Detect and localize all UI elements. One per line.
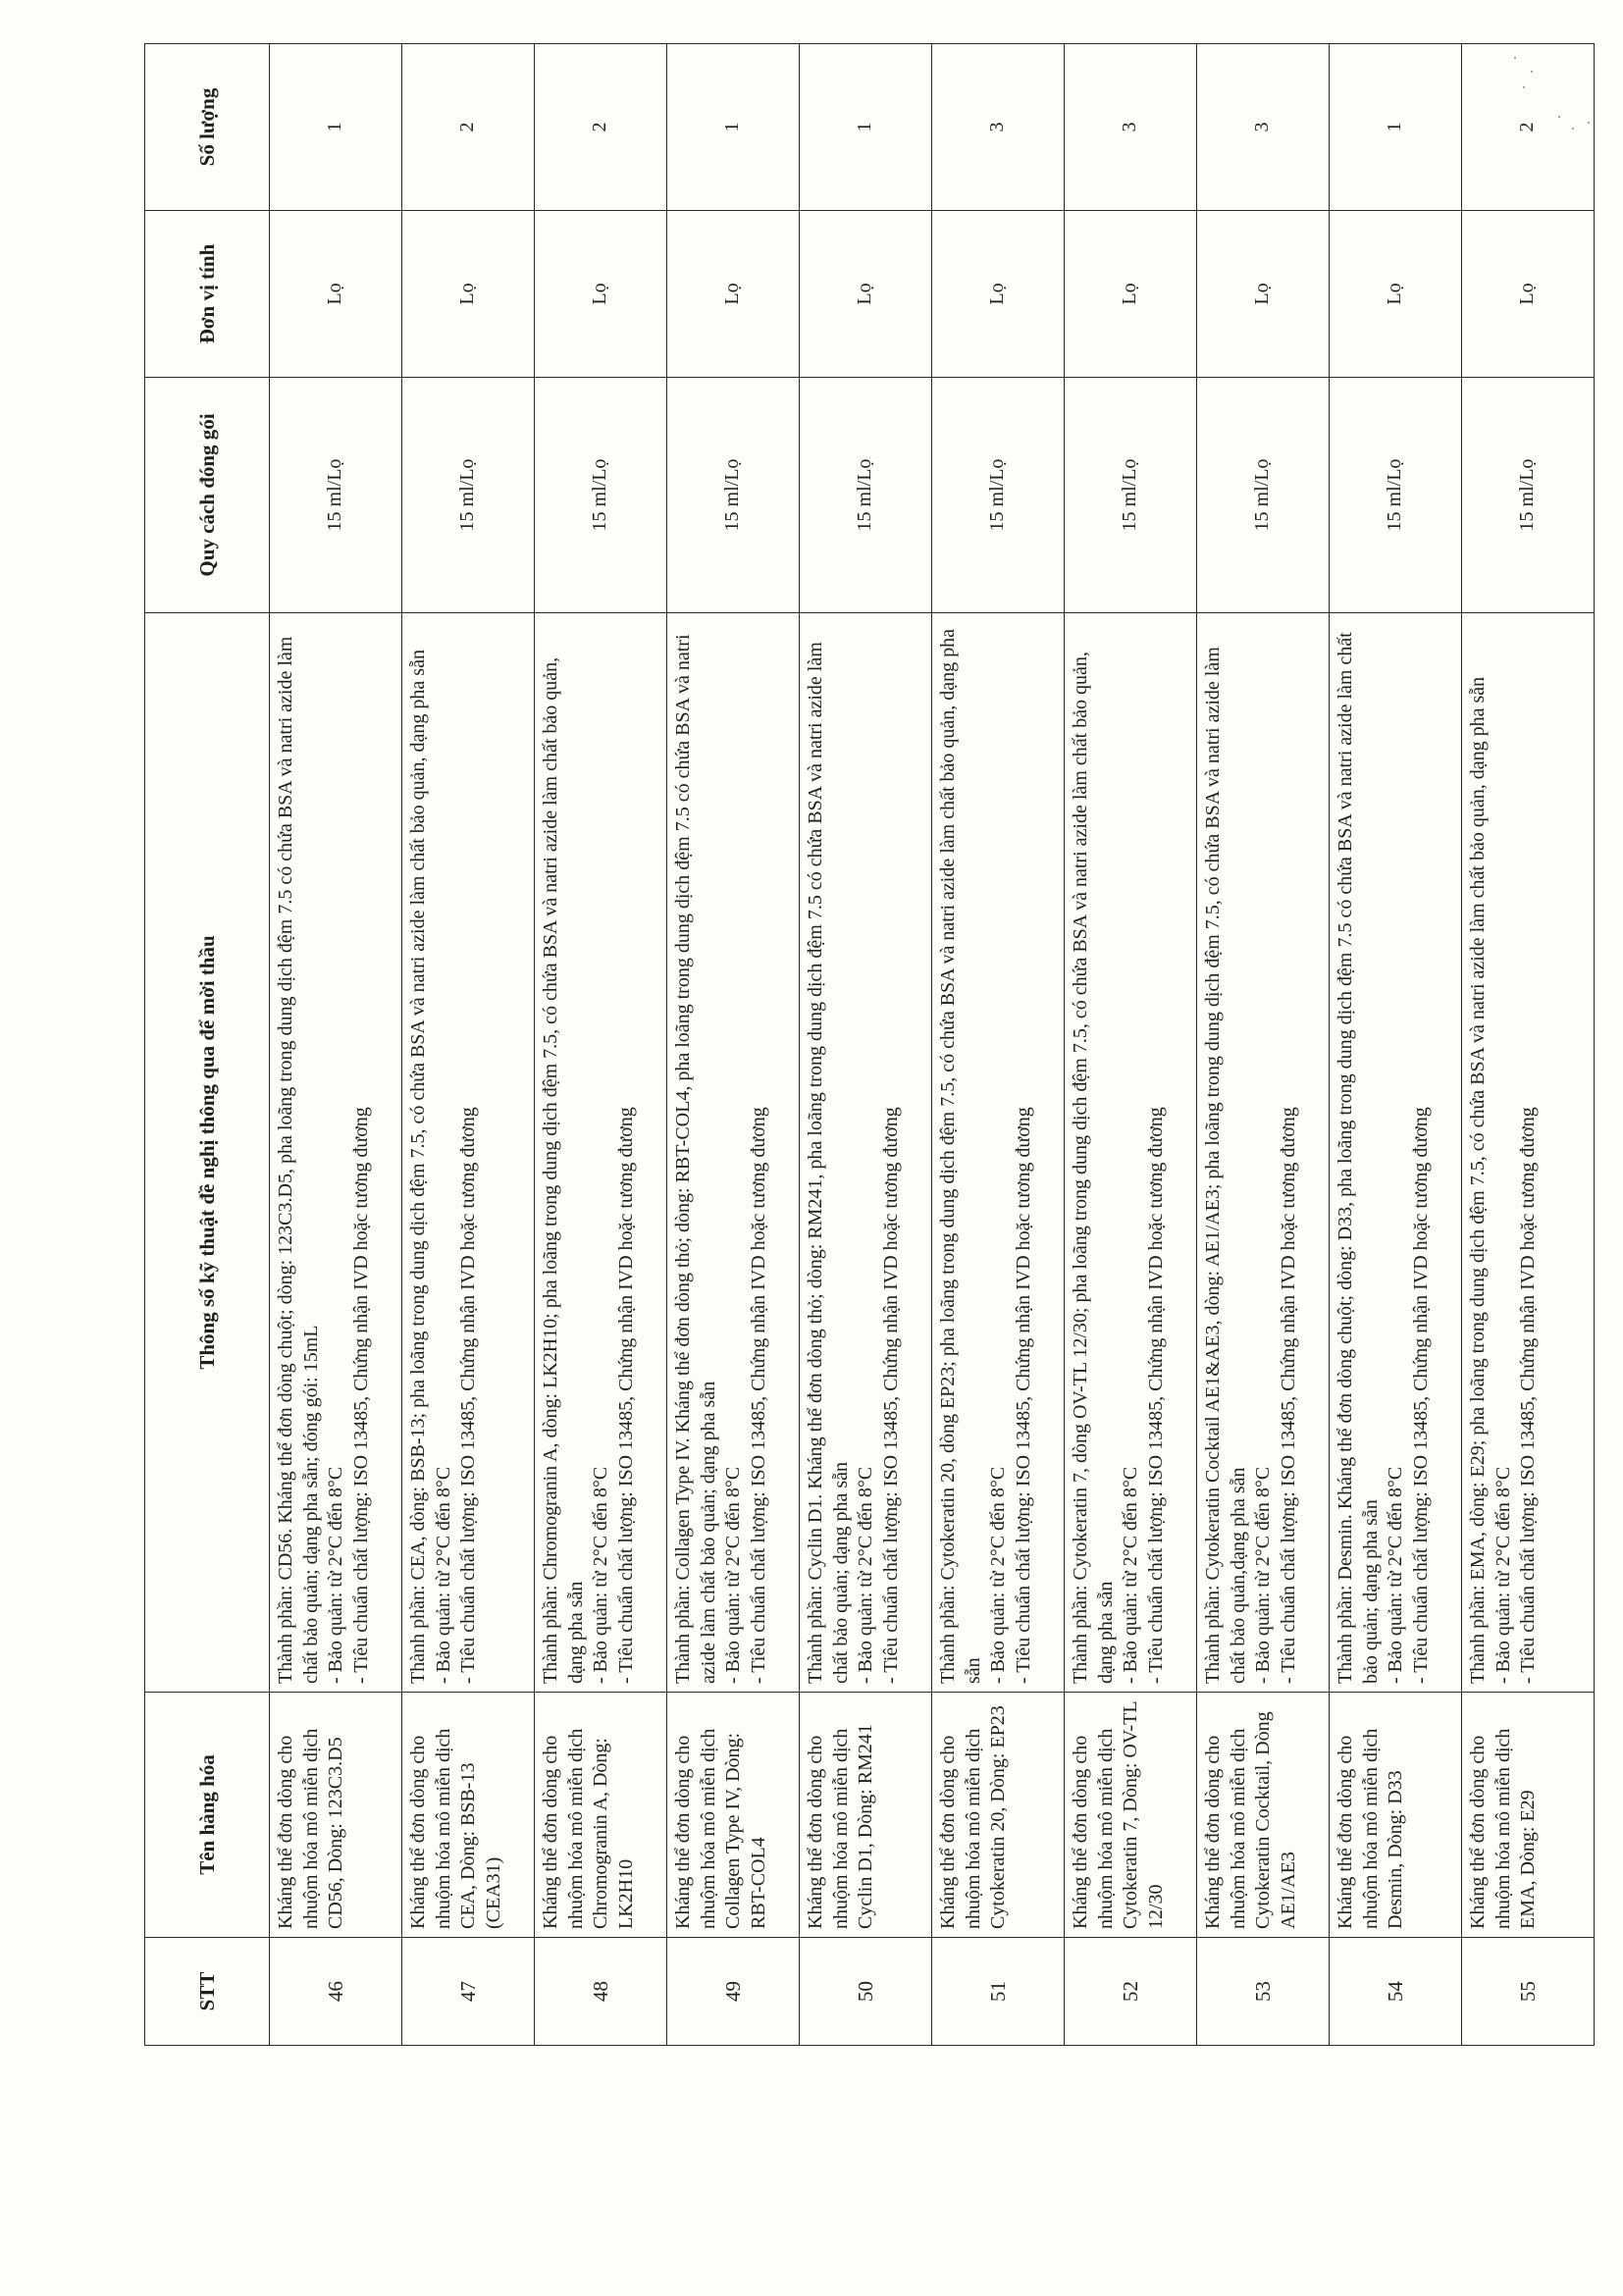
row-item-name: Kháng thể đơn dòng cho nhuộm hóa mô miễn dịch Cytokeratin 20, Dòng: EP23	[932, 1693, 1065, 1938]
row-item-name: Kháng thể đơn dòng cho nhuộm hóa mô miễn dịch Desmin, Dòng: D33	[1330, 1693, 1462, 1938]
row-packaging: 15 ml/Lọ	[932, 378, 1065, 613]
spec-composition: Thành phần: CD56. Kháng thể đơn dòng chuột; dòng: 123C3.D5, pha loãng trong dung dịch đệm 7.5 có chứa BSA và natri azide làm chất bảo quản; dạng pha sẵn; đóng gói: 15mL	[275, 636, 322, 1684]
table-row	[667, 44, 800, 2046]
header-name: Tên hàng hóa	[145, 1693, 270, 1938]
row-spec	[402, 613, 535, 1693]
spec-quality: - Tiêu chuẩn chất lượng: ISO 13485, Chứng nhận IVD hoặc tương đương	[1409, 1107, 1432, 1684]
row-spec	[800, 613, 932, 1693]
spec-storage: - Bảo quản: từ 2°C đến 8°C	[722, 1466, 745, 1684]
table-row	[1330, 44, 1462, 2046]
spec-composition: Thành phần: Cyclin D1. Kháng thể đơn dòng thỏ; dòng: RM241, pha loãng trong dung dịch đệm 7.5 có chứa BSA và natri azide làm chất bảo quản; dạng pha sẵn	[805, 642, 852, 1684]
spec-quality: - Tiêu chuẩn chất lượng: ISO 13485, Chứng nhận IVD hoặc tương đương	[879, 1107, 902, 1684]
spec-quality: - Tiêu chuẩn chất lượng: ISO 13485, Chứng nhận IVD hoặc tương đương	[614, 1107, 637, 1684]
spec-quality: - Tiêu chuẩn chất lượng: ISO 13485, Chứng nhận IVD hoặc tương đương	[1277, 1107, 1299, 1684]
row-stt: 47	[402, 1938, 535, 2046]
table-row	[932, 44, 1065, 2046]
spec-storage: - Bảo quản: từ 2°C đến 8°C	[1492, 1466, 1514, 1684]
spec-quality: - Tiêu chuẩn chất lượng: ISO 13485, Chứng nhận IVD hoặc tương đương	[1517, 1107, 1540, 1684]
row-unit: Lọ	[800, 211, 932, 378]
row-item-name: Kháng thể đơn dòng cho nhuộm hóa mô miễn dịch Collagen Type IV, Dòng: RBT-COL4	[667, 1693, 800, 1938]
row-stt: 51	[932, 1938, 1065, 2046]
spec-composition: Thành phần: Desmin. Kháng thể đơn dòng chuột; dòng: D33, pha loãng trong dung dịch đệm 7.5 có chứa BSA và natri azide làm chất bảo quản; dạng pha sẵn	[1335, 632, 1382, 1684]
table-row	[1065, 44, 1197, 2046]
row-item-name: Kháng thể đơn dòng cho nhuộm hóa mô miễn dịch Chromogranin A, Dòng: LK2H10	[535, 1693, 667, 1938]
row-stt: 49	[667, 1938, 800, 2046]
row-unit: Lọ	[932, 211, 1065, 378]
row-packaging: 15 ml/Lọ	[1197, 378, 1330, 613]
row-packaging: 15 ml/Lọ	[535, 378, 667, 613]
header-unit: Đơn vị tính	[145, 211, 270, 378]
row-unit: Lọ	[1330, 211, 1462, 378]
header-qty: Số lượng	[145, 44, 270, 211]
spec-composition: Thành phần: Cytokeratin Cocktail AE1&AE3, dòng: AE1/AE3; pha loãng trong dung dịch đệm 7.5, có chứa BSA và natri azide làm chất bảo quản,dạng pha sẵn	[1202, 647, 1249, 1684]
row-unit: Lọ	[1462, 211, 1595, 378]
spec-composition: Thành phần: CEA, dòng: BSB-13; pha loãng trong dung dịch đệm 7.5, có chứa BSA và natri azide làm chất bảo quản, dạng pha sẵn	[407, 650, 429, 1684]
row-unit: Lọ	[270, 211, 402, 378]
row-packaging: 15 ml/Lọ	[1330, 378, 1462, 613]
table-row	[1197, 44, 1330, 2046]
table-row	[535, 44, 667, 2046]
spec-composition: Thành phần: Cytokeratin 20, dòng EP23; pha loãng trong dung dịch đệm 7.5, có chứa BSA và natri azide làm chất bảo quản, dạng pha sẵn	[937, 628, 984, 1684]
row-quantity: 1	[667, 44, 800, 211]
row-quantity: 3	[1197, 44, 1330, 211]
row-spec	[932, 613, 1065, 1693]
row-quantity: 2	[535, 44, 667, 211]
row-item-name: Kháng thể đơn dòng cho nhuộm hóa mô miễn dịch Cyclin D1, Dòng: RM241	[800, 1693, 932, 1938]
spec-storage: - Bảo quản: từ 2°C đến 8°C	[590, 1466, 612, 1684]
tender-spec-table	[144, 43, 1595, 2046]
row-spec	[1197, 613, 1330, 1693]
row-quantity: 1	[1330, 44, 1462, 211]
spec-composition: Thành phần: EMA, dòng: E29; pha loãng trong dung dịch đệm 7.5, có chứa BSA và natri azide làm chất bảo quản, dạng pha sẵn	[1467, 676, 1489, 1684]
row-item-name: Kháng thể đơn dòng cho nhuộm hóa mô miễn dịch EMA, Dòng: E29	[1462, 1693, 1595, 1938]
row-packaging: 15 ml/Lọ	[667, 378, 800, 613]
row-spec	[535, 613, 667, 1693]
row-stt: 48	[535, 1938, 667, 2046]
spec-quality: - Tiêu chuẩn chất lượng: ISO 13485, Chứng nhận IVD hoặc tương đương	[1012, 1107, 1034, 1684]
header-spec: Thông số kỹ thuật đề nghị thông qua để mời thầu	[145, 613, 270, 1693]
table-row	[402, 44, 535, 2046]
row-spec	[1330, 613, 1462, 1693]
spec-storage: - Bảo quản: từ 2°C đến 8°C	[987, 1466, 1010, 1684]
row-unit: Lọ	[1197, 211, 1330, 378]
spec-quality: - Tiêu chuẩn chất lượng: ISO 13485, Chứng nhận IVD hoặc tương đương	[1144, 1107, 1167, 1684]
header-row	[145, 44, 270, 2046]
spec-storage: - Bảo quản: từ 2°C đến 8°C	[1120, 1466, 1142, 1684]
spec-storage: - Bảo quản: từ 2°C đến 8°C	[432, 1466, 454, 1684]
header-pack: Quy cách đóng gói	[145, 378, 270, 613]
row-item-name: Kháng thể đơn dòng cho nhuộm hóa mô miễn dịch Cytokeratin 7, Dòng: OV-TL 12/30	[1065, 1693, 1197, 1938]
row-unit: Lọ	[402, 211, 535, 378]
spec-quality: - Tiêu chuẩn chất lượng: ISO 13485, Chứng nhận IVD hoặc tương đương	[457, 1107, 480, 1684]
header-stt: STT	[145, 1938, 270, 2046]
row-quantity: 3	[1065, 44, 1197, 211]
spec-quality: - Tiêu chuẩn chất lượng: ISO 13485, Chứng nhận IVD hoặc tương đương	[747, 1107, 769, 1684]
row-item-name: Kháng thể đơn dòng cho nhuộm hóa mô miễn dịch Cytokeratin Cocktail, Dòng AE1/AE3	[1197, 1693, 1330, 1938]
row-stt: 52	[1065, 1938, 1197, 2046]
row-stt: 55	[1462, 1938, 1595, 2046]
row-quantity: 3	[932, 44, 1065, 211]
row-spec	[1462, 613, 1595, 1693]
row-packaging: 15 ml/Lọ	[270, 378, 402, 613]
row-quantity: 2	[402, 44, 535, 211]
row-stt: 54	[1330, 1938, 1462, 2046]
spec-storage: - Bảo quản: từ 2°C đến 8°C	[325, 1466, 347, 1684]
row-packaging: 15 ml/Lọ	[402, 378, 535, 613]
row-stt: 50	[800, 1938, 932, 2046]
row-quantity: 1	[800, 44, 932, 211]
table-row	[270, 44, 402, 2046]
spec-quality: - Tiêu chuẩn chất lượng: ISO 13485, Chứng nhận IVD hoặc tương đương	[349, 1107, 372, 1684]
row-quantity: 1	[270, 44, 402, 211]
table-row	[800, 44, 932, 2046]
spec-composition: Thành phần: Cytokeratin 7, dòng OV-TL 12/30; pha loãng trong dung dịch đệm 7.5, có chứa BSA và natri azide làm chất bảo quản, dạng pha sẵn	[1070, 652, 1117, 1684]
row-unit: Lọ	[1065, 211, 1197, 378]
spec-storage: - Bảo quản: từ 2°C đến 8°C	[855, 1466, 877, 1684]
row-packaging: 15 ml/Lọ	[1462, 378, 1595, 613]
row-quantity: 2	[1462, 44, 1595, 211]
spec-composition: Thành phần: Collagen Type IV. Kháng thể đơn dòng thỏ; dòng: RBT-COL4, pha loãng trong dung dịch đệm 7.5 có chứa BSA và natri azide làm chất bảo quản; dạng pha sẵn	[672, 634, 719, 1684]
spec-composition: Thành phần: Chromogranin A, dòng: LK2H10; pha loãng trong dung dịch đệm 7.5, có chứa BSA và natri azide làm chất bảo quản, dạng pha sẵn	[540, 656, 587, 1684]
row-unit: Lọ	[667, 211, 800, 378]
row-packaging: 15 ml/Lọ	[800, 378, 932, 613]
row-stt: 46	[270, 1938, 402, 2046]
rotated-table-container	[144, 44, 1587, 2046]
row-unit: Lọ	[535, 211, 667, 378]
table-body	[270, 44, 1595, 2046]
spec-storage: - Bảo quản: từ 2°C đến 8°C	[1385, 1466, 1407, 1684]
row-item-name: Kháng thể đơn dòng cho nhuộm hóa mô miễn dịch CEA, Dòng: BSB-13 (CEA31)	[402, 1693, 535, 1938]
table-row	[1462, 44, 1595, 2046]
row-packaging: 15 ml/Lọ	[1065, 378, 1197, 613]
spec-storage: - Bảo quản: từ 2°C đến 8°C	[1252, 1466, 1275, 1684]
row-item-name: Kháng thể đơn dòng cho nhuộm hóa mô miễn dịch CD56, Dòng: 123C3.D5	[270, 1693, 402, 1938]
row-stt: 53	[1197, 1938, 1330, 2046]
row-spec	[667, 613, 800, 1693]
row-spec	[270, 613, 402, 1693]
row-spec	[1065, 613, 1197, 1693]
